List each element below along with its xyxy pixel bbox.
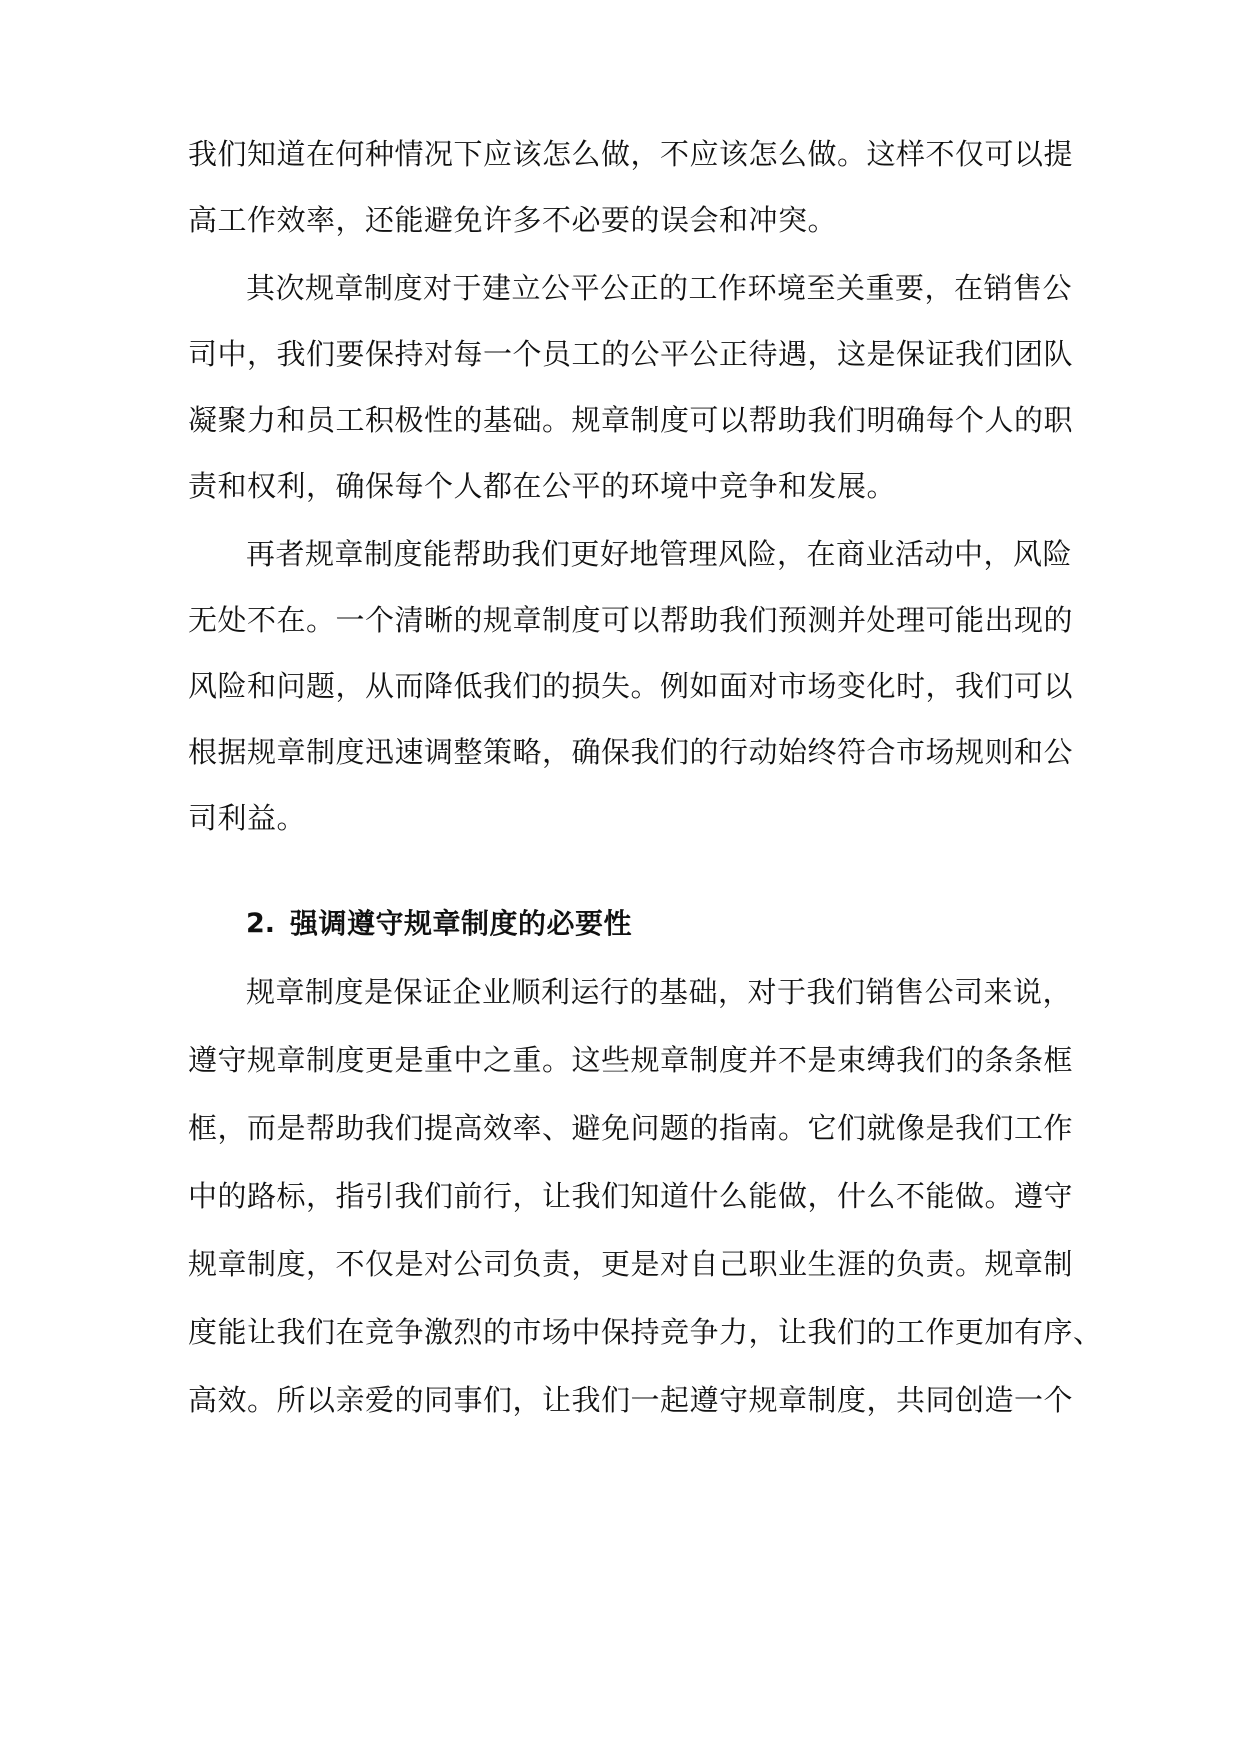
paragraph-2-line-4: 责和权利，确保每个人都在公平的环境中竞争和发展。 (188, 469, 897, 503)
section-heading-title: 强调遵守规章制度的必要性 (290, 907, 633, 940)
section-paragraph-line-5: 规章制度，不仅是对公司负责，更是对自己职业生涯的负责。规章制 (188, 1247, 1074, 1281)
section-heading-number: 2. (246, 908, 276, 939)
paragraph-1-line-1: 我们知道在何种情况下应该怎么做，不应该怎么做。这样不仅可以提 (188, 137, 1074, 171)
paragraph-3-line-3: 风险和问题，从而降低我们的损失。例如面对市场变化时，我们可以 (188, 669, 1074, 703)
section-paragraph-line-4: 中的路标，指引我们前行，让我们知道什么能做，什么不能做。遵守 (188, 1179, 1074, 1213)
paragraph-3-line-5: 司利益。 (188, 801, 307, 835)
paragraph-2-line-3: 凝聚力和员工积极性的基础。规章制度可以帮助我们明确每个人的职 (188, 403, 1074, 437)
paragraph-3-line-2: 无处不在。一个清晰的规章制度可以帮助我们预测并处理可能出现的 (188, 603, 1074, 637)
paragraph-1-line-2: 高工作效率，还能避免许多不必要的误会和冲突。 (188, 203, 838, 237)
paragraph-3-line-4: 根据规章制度迅速调整策略，确保我们的行动始终符合市场规则和公 (188, 735, 1074, 769)
section-paragraph-line-6: 度能让我们在竞争激烈的市场中保持竞争力，让我们的工作更加有序、 (188, 1315, 1103, 1349)
paragraph-3-line-1: 再者规章制度能帮助我们更好地管理风险，在商业活动中，风险 (246, 537, 1073, 571)
section-paragraph-line-2: 遵守规章制度更是重中之重。这些规章制度并不是束缚我们的条条框 (188, 1043, 1074, 1077)
section-paragraph-line-7: 高效。所以亲爱的同事们，让我们一起遵守规章制度，共同创造一个 (188, 1383, 1074, 1417)
section-paragraph-line-1: 规章制度是保证企业顺利运行的基础，对于我们销售公司来说， (246, 975, 1073, 1009)
paragraph-2-line-1: 其次规章制度对于建立公平公正的工作环境至关重要，在销售公 (246, 271, 1073, 305)
section-paragraph-line-3: 框，而是帮助我们提高效率、避免问题的指南。它们就像是我们工作 (188, 1111, 1074, 1145)
paragraph-2-line-2: 司中，我们要保持对每一个员工的公平公正待遇，这是保证我们团队 (188, 337, 1074, 371)
